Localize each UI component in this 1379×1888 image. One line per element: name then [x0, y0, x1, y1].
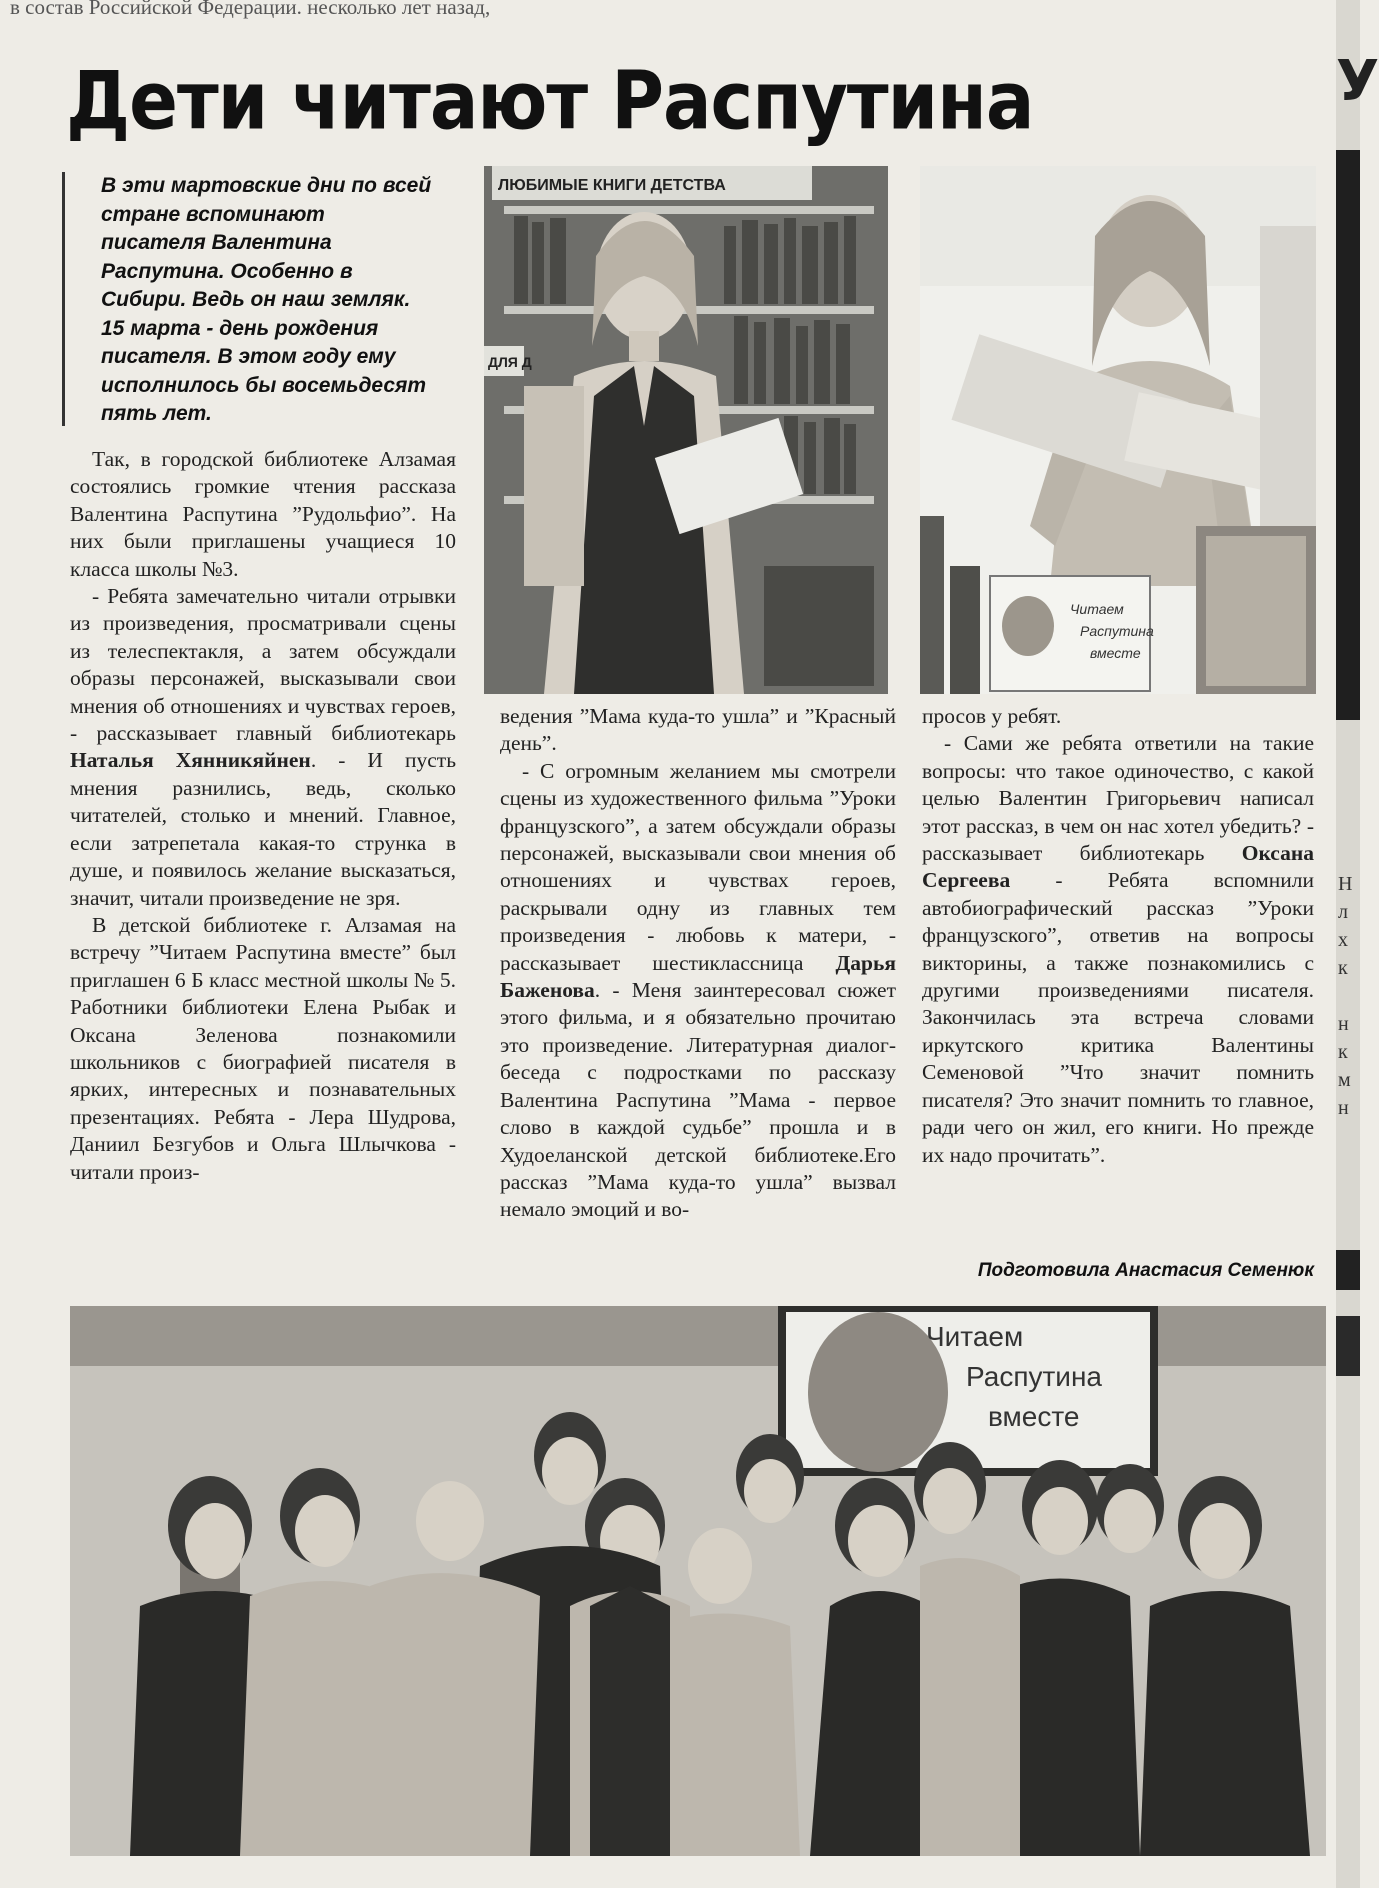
article-title: Дети читают Распутина	[66, 53, 1034, 148]
poster-line-3: вместе	[1090, 645, 1141, 661]
paragraph-text: - Ребята замечательно читали отрывки из произведения, просматривали сцены из телеспектакля, а затем обсуждали образы персонажей, высказывали свои мнения об отношениях и чувствах героев, - рассказывает главный библиотекарь	[70, 584, 456, 746]
edge-letter: Н	[1338, 873, 1353, 895]
edge-letter: м	[1338, 1069, 1351, 1091]
adjacent-heading-bar	[1336, 1316, 1360, 1376]
paragraph-text: - Ребята вспомнили автобиографический рассказ ”Уроки французского”, ответив на вопросы викторины, а также познакомились с другими произведениями писателя. Закончилась эта встреча словами иркутского критика Валентины Семеновой ”Что значит помнить писателя? Это значит помнить то главное, ради чего он жил, его книги. Но прежде их надо прочитать”.	[922, 868, 1314, 1167]
adjacent-page-edge	[1336, 0, 1379, 1888]
adjacent-heading-bar	[1336, 1250, 1360, 1290]
article-byline: Подготовила Анастасия Семенюк	[977, 1260, 1314, 1281]
person-name: Оксана Сергеева	[922, 841, 1314, 893]
poster-line-1: Читаем	[1070, 601, 1124, 617]
edge-letter	[1338, 982, 1360, 1010]
poster-line-2: Распутина	[1080, 623, 1154, 639]
paragraph-text: - Сами же ребята ответили на такие вопросы: что такое одиночество, с какой целью Валентин Григорьевич написал этот рассказ, в чем он нас хотел убедить? - рассказывает библиотекарь	[922, 731, 1314, 866]
edge-letter: н	[1338, 1097, 1349, 1119]
previous-article-strip: в состав Российской Федерации. несколько лет назад,	[10, 0, 491, 19]
paragraph: просов у ребят.	[922, 704, 1062, 728]
person-name: Дарья Баженова	[500, 950, 896, 1003]
paragraph	[70, 583, 456, 912]
paragraph-text: . - Меня заинтересовал сюжет этого фильма, и я обязательно прочитаю это произведение. Литературная диалог-беседа с подростками по рассказу Валентина Распутина ”Мама - первое слово в каждой судьбе” прошла и в Худоеланской детской библиотеке.Его рассказ ”Мама куда-то ушла” вызвал немало эмоций и во-	[500, 978, 896, 1222]
edge-letter: л	[1338, 901, 1348, 923]
article-column-3	[922, 703, 1314, 1243]
paragraph	[500, 758, 896, 1224]
paragraph-text: . - И пусть мнения разнились, ведь, сколько читателей, столько и мнений. Главное, если затрепетала какая-то струнка в душе, и появилось желание высказаться, значит, читали произведение не зря.	[70, 748, 456, 910]
adjacent-text-fragment	[1338, 870, 1360, 1122]
side-sign-text: ДЛЯ Д	[488, 354, 532, 370]
shelf-sign-text: ЛЮБИМЫЕ КНИГИ ДЕТСТВА	[498, 177, 726, 194]
edge-letter: х	[1338, 929, 1348, 951]
photo-girl-reading-poster	[920, 166, 1316, 694]
poster-line-3: вместе	[988, 1401, 1080, 1432]
adjacent-headline-fragment: У	[1336, 49, 1379, 114]
adjacent-photo-fragment	[1336, 150, 1360, 720]
photo-group-with-poster	[70, 1306, 1326, 1856]
poster-line-1: Читаем	[926, 1321, 1024, 1352]
paragraph-text: - С огромным желанием мы смотрели сцены из художественного фильма ”Уроки французского”, а затем обсуждали образы персонажей, высказывали свои мнения об отношениях и чувствах героев, раскрывали одну из главных тем произведения - любовь к матери, - рассказывает шестиклассница	[500, 758, 896, 975]
paragraph	[922, 730, 1314, 1169]
photo-girl-reading-library	[484, 166, 888, 694]
article-column-1	[70, 446, 456, 1276]
person-name: Наталья Хянникяйнен	[70, 748, 311, 773]
paragraph: ведения ”Мама куда-то ушла” и ”Красный день”.	[500, 704, 896, 756]
paragraph: Так, в городской библиотеке Алзамая состоялись громкие чтения рассказа Валентина Распутина ”Рудольфио”. На них были приглашены учащиеся 10 класса школы №3.	[70, 447, 456, 581]
article-lead: В эти мартовские дни по всей стране вспоминают писателя Валентина Распутина. Особенно в Сибири. Ведь он наш земляк. 15 марта - день рождения писателя. В этом году ему исполнилось бы восемьдесят пять лет.	[62, 172, 434, 426]
poster-line-2: Распутина	[966, 1361, 1102, 1392]
article-column-2	[500, 703, 896, 1288]
edge-letter: н	[1338, 1013, 1349, 1035]
paragraph: В детской библиотеке г. Алзамая на встречу ”Читаем Распутина вместе” был приглашен 6 Б класс местной школы № 5. Работники библиотеки Елена Рыбак и Оксана Зеленова познакомили школьников с биографией писателя в ярких, интересных и познавательных презентациях. Ребята - Лера Шудрова, Даниил Безгубов и Ольга Шлычкова - читали произ-	[70, 912, 456, 1184]
edge-letter: к	[1338, 1041, 1348, 1063]
edge-letter: к	[1338, 957, 1348, 979]
